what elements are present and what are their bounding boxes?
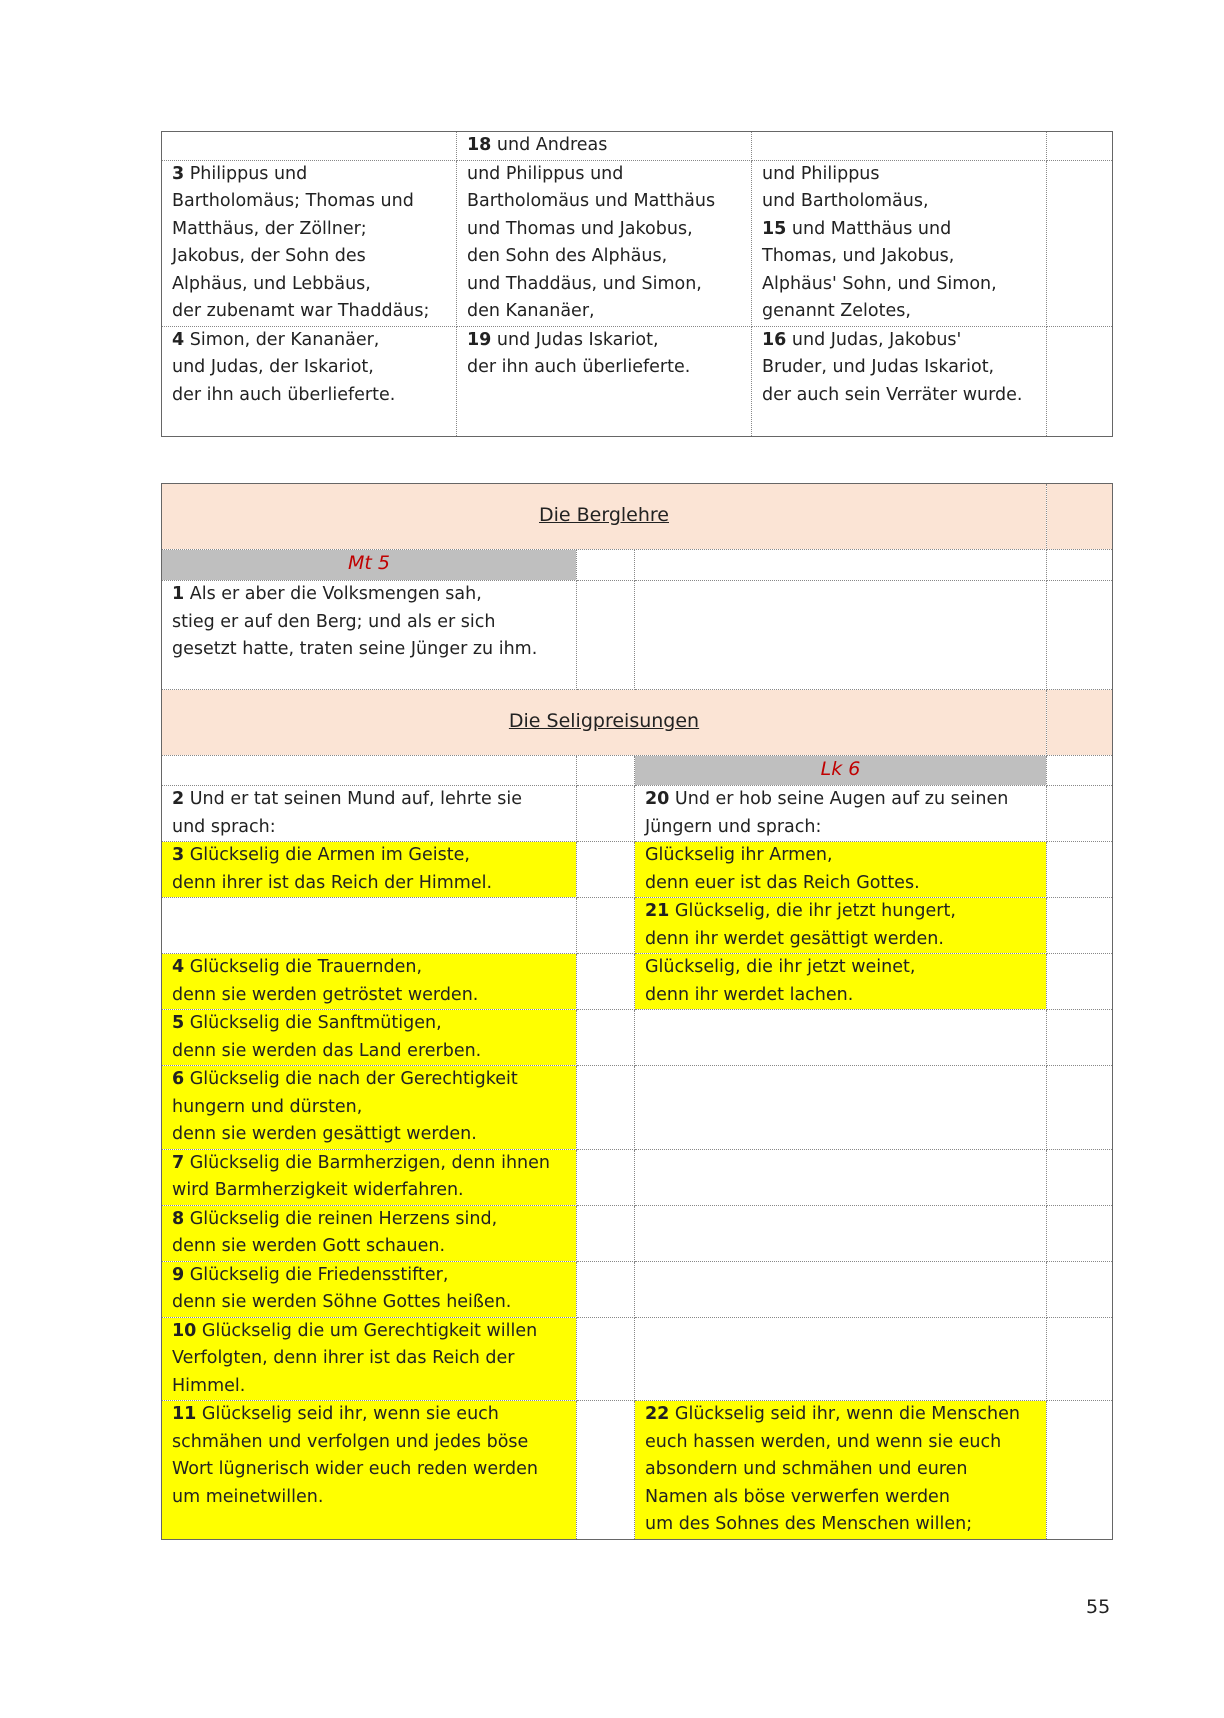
beatitude-right [635,898,1047,954]
lk6-ref-row [162,756,1113,786]
text-line: 21 Glückselig, die ihr jetzt hungert, [645,901,956,921]
text-line: der ihn auch überlieferte. [172,384,396,405]
beatitude-gap [577,786,635,842]
lk6-ref-empty-4 [1047,756,1113,786]
apostles-row-2 [162,160,1113,326]
text-line: 8 Glückselig die reinen Herzens sind, [172,1208,498,1229]
text-line: und Philippus und [467,163,624,184]
text-line: denn sie werden Gott schauen. [172,1236,446,1256]
beatitude-row [162,1317,1113,1401]
text-line: Bartholomäus; Thomas und [172,191,414,211]
text-line: und Judas, der Iskariot, [172,357,374,377]
text-line: denn sie werden gesättigt werden. [172,1124,477,1144]
verse-number: 21 [645,901,670,921]
beatitude-left [162,898,577,954]
text-line: den Kananäer, [467,301,595,321]
beatitude-right [635,1401,1047,1540]
text-line: 10 Glückselig die um Gerechtigkeit willen [172,1320,538,1341]
text-line: genannt Zelotes, [762,301,911,321]
text-line: um meinetwillen. [172,1486,324,1507]
beatitude-gap [577,842,635,898]
beatitude-side [1047,1317,1113,1401]
seligpreisungen-title-row [162,690,1113,756]
ref-lk-6: Lk 6 [635,756,1047,786]
text-line: gesetzt hatte, traten seine Jünger zu ihm. [172,639,538,659]
beatitude-side [1047,1261,1113,1317]
beatitude-gap [577,898,635,954]
beatitude-left [162,1205,577,1261]
beatitude-right [635,1149,1047,1205]
text-line: absondern und schmähen und euren [645,1459,968,1479]
text-line: Jakobus, der Sohn des [172,246,366,266]
verse-1-empty-2 [577,581,635,690]
text-line: der ihn auch überlieferte. [467,357,691,377]
verse-1-empty-4 [1047,581,1113,690]
text-line: Jüngern und sprach: [645,816,822,837]
beatitude-side [1047,898,1113,954]
beatitude-right [635,786,1047,842]
text-line: Himmel. [172,1375,246,1396]
berglehre-title-side [1047,484,1113,550]
verse-number: 4 [172,957,185,977]
lk6-ref-empty-2 [577,756,635,786]
beatitude-side [1047,1149,1113,1205]
apostles-r2-c1 [162,160,457,326]
berglehre-title-cell [162,484,1047,550]
verse-1-left [162,581,577,690]
verse-number: 10 [172,1320,197,1341]
apostles-r3-c4 [1047,326,1113,436]
beatitude-side [1047,1010,1113,1066]
text-line: denn ihr werdet lachen. [645,984,854,1005]
text-line: den Sohn des Alphäus, [467,246,668,266]
beatitude-left [162,842,577,898]
beatitude-left [162,1149,577,1205]
text-line: Alphäus, und Lebbäus, [172,273,371,294]
beatitude-row [162,786,1113,842]
verse-number: 3 [172,845,185,865]
text-line: 3 Philippus und [172,163,308,184]
berglehre-title-row [162,484,1113,550]
verse-1-empty-3 [635,581,1047,690]
mt5-ref-empty-2 [577,550,635,581]
text-line: denn sie werden getröstet werden. [172,984,479,1005]
beatitude-row [162,1010,1113,1066]
beatitude-left [162,1261,577,1317]
apostles-r3-c3 [752,326,1047,436]
text-line: 15 und Matthäus und [762,218,952,239]
text-line: 2 Und er tat seinen Mund auf, lehrte sie [172,789,523,809]
beatitude-row [162,898,1113,954]
verse-number: 15 [762,218,787,239]
verse-number: 8 [172,1208,185,1229]
beatitude-side [1047,1066,1113,1150]
beatitude-side [1047,842,1113,898]
text-line: 11 Glückselig seid ihr, wenn sie euch [172,1404,499,1424]
beatitude-right [635,1066,1047,1150]
apostles-r2-c3 [752,160,1047,326]
apostles-r1-c2 [457,132,752,161]
text-line: hungern und dürsten, [172,1096,363,1117]
verse-number: 4 [172,329,185,350]
section-title-berglehre: Die Berglehre [539,504,669,527]
text-line: Alphäus' Sohn, und Simon, [762,273,997,294]
beatitude-right [635,1317,1047,1401]
text-line: 3 Glückselig die Armen im Geiste, [172,845,470,865]
text-line: denn euer ist das Reich Gottes. [645,872,920,893]
beatitude-side [1047,786,1113,842]
text-line: schmähen und verfolgen und jedes böse [172,1431,529,1452]
verse-1-row [162,581,1113,690]
apostles-row-3 [162,326,1113,436]
beatitude-left [162,1010,577,1066]
beatitude-gap [577,1149,635,1205]
apostles-r1-c1 [162,132,457,161]
text-line: 19 und Judas Iskariot, [467,329,659,350]
beatitude-side [1047,954,1113,1010]
verse-number: 16 [762,329,787,350]
text-line: um des Sohnes des Menschen willen; [645,1514,973,1534]
beatitude-row [162,842,1113,898]
text-line: euch hassen werden, und wenn sie euch [645,1431,1002,1452]
beatitude-row [162,1149,1113,1205]
text-line: Bruder, und Judas Iskariot, [762,357,995,377]
text-line: 18 und Andreas [467,135,608,155]
beatitude-left [162,1401,577,1540]
beatitude-gap [577,954,635,1010]
text-line: 16 und Judas, Jakobus' [762,329,962,350]
text-line: Verfolgten, denn ihrer ist das Reich der [172,1348,515,1368]
apostles-r2-c2 [457,160,752,326]
apostles-r1-c3 [752,132,1047,161]
beatitude-row [162,954,1113,1010]
sermon-table [161,483,1113,1540]
beatitude-row [162,1066,1113,1150]
apostles-r3-c1 [162,326,457,436]
text-line: und Thomas und Jakobus, [467,218,693,239]
text-line: und Thaddäus, und Simon, [467,273,702,294]
text-line: 4 Glückselig die Trauernden, [172,957,423,977]
beatitude-gap [577,1205,635,1261]
beatitude-gap [577,1317,635,1401]
verse-number: 7 [172,1152,185,1173]
verse-number: 9 [172,1264,185,1285]
text-line: Wort lügnerisch wider euch reden werden [172,1459,538,1479]
beatitude-gap [577,1401,635,1540]
text-line: und Philippus [762,163,880,184]
lk6-ref-empty-1 [162,756,577,786]
apostles-row-1 [162,132,1113,161]
section-title-seligpreisungen: Die Seligpreisungen [508,710,700,733]
verse-number: 18 [467,135,492,155]
text-line: Bartholomäus und Matthäus [467,191,716,211]
seligpreisungen-title-cell [162,690,1047,756]
beatitude-left [162,786,577,842]
verse-number: 19 [467,329,492,350]
text-line: 6 Glückselig die nach der Gerechtigkeit [172,1069,518,1089]
beatitude-row [162,1401,1113,1540]
seligpreisungen-title-side [1047,690,1113,756]
beatitude-row [162,1205,1113,1261]
text-line: stieg er auf den Berg; und als er sich [172,611,496,632]
text-line: und Bartholomäus, [762,191,929,211]
text-line: 9 Glückselig die Friedensstifter, [172,1264,449,1285]
beatitude-gap [577,1010,635,1066]
text-line: Matthäus, der Zöllner; [172,218,367,239]
verse-number: 22 [645,1404,670,1424]
mt5-ref-row [162,550,1113,581]
apostles-table [161,131,1113,437]
mt5-ref-empty-3 [635,550,1047,581]
verse-number: 11 [172,1404,197,1424]
apostles-r1-c4 [1047,132,1113,161]
text-line: der zubenamt war Thaddäus; [172,301,430,321]
ref-mt-5: Mt 5 [162,550,577,581]
beatitude-left [162,1066,577,1150]
beatitude-gap [577,1261,635,1317]
text-line: 1 Als er aber die Volksmengen sah, [172,584,482,604]
beatitude-side [1047,1205,1113,1261]
text-line: 7 Glückselig die Barmherzigen, denn ihnen [172,1152,550,1173]
text-line: der auch sein Verräter wurde. [762,384,1023,405]
text-line: denn sie werden Söhne Gottes heißen. [172,1292,512,1312]
beatitude-right [635,1261,1047,1317]
beatitude-left [162,954,577,1010]
verse-number: 2 [172,789,185,809]
page-number: 55 [1086,1596,1111,1618]
verse-number: 6 [172,1069,185,1089]
text-line: 5 Glückselig die Sanftmütigen, [172,1013,442,1033]
text-line: Namen als böse verwerfen werden [645,1486,950,1507]
beatitude-left [162,1317,577,1401]
beatitude-row [162,1261,1113,1317]
apostles-r2-c4 [1047,160,1113,326]
mt5-ref-empty-4 [1047,550,1113,581]
text-line: denn ihr werdet gesättigt werden. [645,928,944,949]
verse-number: 20 [645,789,670,809]
text-line: denn sie werden das Land ererben. [172,1040,482,1061]
text-line: 22 Glückselig seid ihr, wenn die Menschen [645,1404,1020,1424]
beatitude-side [1047,1401,1113,1540]
verse-number: 5 [172,1013,185,1033]
text-line: Thomas, und Jakobus, [762,246,955,266]
beatitude-gap [577,1066,635,1150]
verse-number: 1 [172,584,185,604]
beatitude-right [635,954,1047,1010]
beatitude-right [635,842,1047,898]
text-line: denn ihrer ist das Reich der Himmel. [172,872,493,893]
apostles-r3-c2 [457,326,752,436]
text-line: und sprach: [172,816,276,837]
text-line: 4 Simon, der Kananäer, [172,329,380,350]
text-line: Glückselig, die ihr jetzt weinet, [645,957,916,977]
text-line: 20 Und er hob seine Augen auf zu seinen [645,789,1009,809]
beatitude-right [635,1010,1047,1066]
text-line: wird Barmherzigkeit widerfahren. [172,1180,464,1200]
text-line: Glückselig ihr Armen, [645,845,833,865]
beatitude-right [635,1205,1047,1261]
verse-number: 3 [172,163,185,184]
